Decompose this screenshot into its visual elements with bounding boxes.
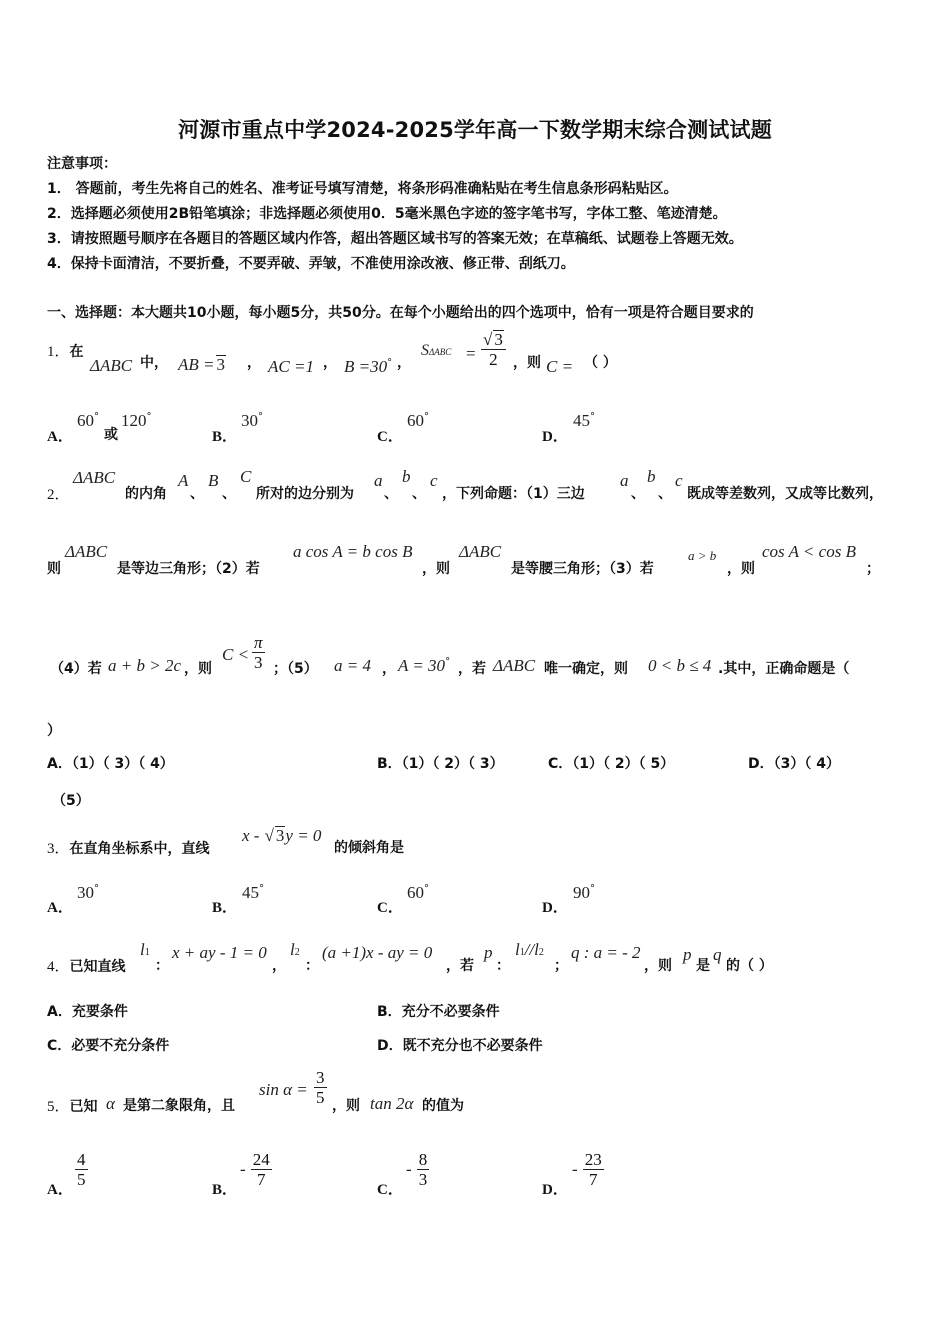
option-b-label: B． xyxy=(212,1182,238,1198)
text: ： xyxy=(496,958,510,974)
math: A = 30 xyxy=(398,656,446,675)
math: p xyxy=(484,943,493,962)
text: （4）若 xyxy=(50,661,102,677)
math xyxy=(402,467,411,487)
math xyxy=(259,1080,308,1100)
math xyxy=(683,945,692,965)
notice-heading: 注意事项： xyxy=(47,156,117,172)
text: 、 xyxy=(190,486,204,502)
numerator: 8 xyxy=(418,1150,428,1169)
math: tan 2α xyxy=(370,1094,414,1113)
numerator: 24 xyxy=(252,1150,270,1169)
math xyxy=(620,471,629,491)
math: 0 < b ≤ 4 xyxy=(648,656,712,675)
option-d-value: 45° xyxy=(573,411,595,430)
fraction-pi-over-3 xyxy=(252,633,265,672)
question-2 xyxy=(47,483,70,504)
math: c xyxy=(430,471,438,490)
math-b: B =30° xyxy=(344,357,393,376)
text: ；（5） xyxy=(273,661,318,677)
option-a-value: 60° xyxy=(77,411,99,430)
math: 60 xyxy=(77,411,94,430)
text: ， xyxy=(382,661,396,677)
math: //l xyxy=(524,940,539,959)
math-l2 xyxy=(290,940,300,960)
question-1 xyxy=(47,340,84,361)
text: ，则 xyxy=(332,1098,360,1114)
option-b-value: 45° xyxy=(242,883,264,902)
option-d: D．既不充分也不必要条件 xyxy=(377,1038,543,1054)
math: AC =1 xyxy=(268,357,314,376)
question-number: 2． xyxy=(47,487,70,503)
question-number: 4． xyxy=(47,959,70,975)
option-b-label: B． xyxy=(212,900,238,916)
denominator: 5 xyxy=(77,1170,86,1189)
text: 所对的边分别为 xyxy=(256,486,354,502)
text: .其中，正确命题是（ xyxy=(718,661,850,677)
question-number: 5． xyxy=(47,1099,70,1115)
numerator: 3 xyxy=(494,330,503,349)
math: 90 xyxy=(573,883,590,902)
text: 的（ ） xyxy=(726,958,773,974)
text: ； xyxy=(554,958,568,974)
notice-item-3: 3．请按照题号顺序在各题目的答题区域内作答，超出答题区域书写的答案无效；在草稿纸、试题卷上答题无效。 xyxy=(47,231,743,247)
option-b: B．（1）（ 2）（ 3） xyxy=(377,756,504,772)
text: 已知直线 xyxy=(69,959,126,975)
text: 已知 xyxy=(69,1099,98,1115)
math: ΔABC xyxy=(493,656,536,675)
text: 则 xyxy=(47,561,61,577)
math: p xyxy=(683,945,692,964)
option-d: D．（3）（ 4） xyxy=(748,756,840,772)
math-line: x - √ 3y = 0 xyxy=(242,826,322,845)
math xyxy=(293,542,412,562)
math: b xyxy=(402,467,411,486)
option-b-label: B． xyxy=(212,429,238,445)
text: （ ） xyxy=(584,355,617,371)
text: 、 xyxy=(412,486,426,502)
math: 30 xyxy=(241,411,258,430)
math-triangle xyxy=(90,356,132,376)
text: ，若 xyxy=(446,958,474,974)
text: 唯一确定，则 xyxy=(544,661,628,677)
text: 是等边三角形；（2）若 xyxy=(117,561,260,577)
text: 在直角坐标系中，直线 xyxy=(69,841,210,857)
notice-item-4: 4．保持卡面清洁，不要折叠，不要弄破、弄皱，不准使用涂改液、修正带、刮纸刀。 xyxy=(47,256,575,272)
question-3 xyxy=(47,837,210,858)
option-a-value: 30° xyxy=(77,883,99,902)
math xyxy=(178,471,188,491)
math: ΔABC xyxy=(90,356,133,375)
math: 60 xyxy=(407,411,424,430)
math: a + b > 2c xyxy=(108,656,181,675)
sign: - xyxy=(406,1159,412,1179)
numerator: 4 xyxy=(77,1150,86,1169)
math xyxy=(647,467,656,487)
radicand: 3 xyxy=(216,355,225,374)
math: B =30 xyxy=(344,357,388,376)
math: l xyxy=(515,940,520,959)
fraction-3-over-5 xyxy=(314,1068,327,1107)
math-triangle xyxy=(459,542,501,562)
option-c: C．（1）（ 2）（ 5） xyxy=(548,756,675,772)
math: AB = xyxy=(178,355,215,374)
sign: - xyxy=(240,1159,246,1179)
question-number: 3． xyxy=(47,841,70,857)
text: 既成等差数列，又成等比数列， xyxy=(687,486,883,502)
text: ，则 xyxy=(513,355,541,371)
option-a: A．（1）（ 3）（ 4） xyxy=(47,756,174,772)
math xyxy=(571,943,641,963)
page-title: 河源市重点中学2024-2025学年高一下数学期末综合测试试题 xyxy=(178,118,772,142)
option-a-value-2: 120° xyxy=(121,411,152,430)
subscript: 1 xyxy=(519,947,525,958)
math xyxy=(222,645,249,665)
subscript: 2 xyxy=(538,947,544,958)
denominator: 7 xyxy=(583,1169,604,1189)
math: ΔABC xyxy=(459,542,502,561)
math xyxy=(688,545,716,564)
math xyxy=(172,943,267,963)
option-c-value: 60° xyxy=(407,883,429,902)
math xyxy=(108,656,181,676)
math: B xyxy=(208,471,219,490)
option-a-label: A． xyxy=(47,900,73,916)
math-triangle xyxy=(65,542,107,562)
math-triangle xyxy=(493,656,535,676)
option-a-label: A． xyxy=(47,429,73,445)
option-c-label: C． xyxy=(377,900,403,916)
text: 是 xyxy=(696,958,710,974)
math-triangle xyxy=(73,468,115,488)
math: = xyxy=(466,344,476,363)
denominator: 3 xyxy=(252,652,265,672)
math: a xyxy=(374,471,383,490)
text: ： xyxy=(305,958,319,974)
math: l xyxy=(140,940,145,959)
text: 是第二象限角，且 xyxy=(123,1098,235,1114)
text: ， xyxy=(323,355,337,371)
text: 的内角 xyxy=(125,486,167,502)
denominator: 2 xyxy=(481,349,506,369)
math: C = xyxy=(546,357,574,376)
math: C < xyxy=(222,645,250,664)
math: 45 xyxy=(242,883,259,902)
math: a > b xyxy=(688,548,717,563)
option-a-value xyxy=(75,1150,88,1189)
math: x + ay - 1 = 0 xyxy=(172,943,267,962)
text: ） xyxy=(47,723,61,739)
text: 、 xyxy=(384,486,398,502)
text: 的倾斜角是 xyxy=(334,840,404,856)
math xyxy=(762,542,856,562)
math xyxy=(713,945,722,965)
text: 、 xyxy=(631,486,645,502)
option-c-value: 60° xyxy=(407,411,429,430)
math xyxy=(240,467,251,487)
fraction-sqrt3-over-2: $\frac{√ 3}{2}$ xyxy=(481,330,506,369)
math: a cos A = b cos B xyxy=(293,542,413,561)
math: A = 30° xyxy=(398,656,451,675)
math-parallel xyxy=(515,940,544,960)
math: 60 xyxy=(407,883,424,902)
math: ΔABC xyxy=(65,542,108,561)
option-b: B．充分不必要条件 xyxy=(377,1004,500,1020)
text: ， xyxy=(397,355,411,371)
notice-item-1: 1． 答题前，考生先将自己的姓名、准考证号填写清楚，将条形码准确粘贴在考生信息条形码粘贴区。 xyxy=(47,181,678,197)
math: (a +1)x - ay = 0 xyxy=(322,943,433,962)
option-c-value xyxy=(406,1150,429,1189)
option-c-label: C． xyxy=(377,1182,403,1198)
text: 中， xyxy=(140,355,168,371)
math: x - xyxy=(242,826,260,845)
numerator: π xyxy=(254,633,263,652)
numerator: 23 xyxy=(584,1150,602,1169)
radicand: 3 xyxy=(275,826,285,845)
math xyxy=(430,471,438,491)
numerator: 3 xyxy=(316,1068,325,1087)
text: ，下列命题：（1）三边 xyxy=(442,486,585,502)
math xyxy=(208,471,218,491)
text: ，则 xyxy=(184,661,212,677)
math-c xyxy=(546,357,573,377)
text: ，则 xyxy=(644,958,672,974)
math-l1 xyxy=(140,940,150,960)
option-c: C．必要不充分条件 xyxy=(47,1038,170,1054)
math xyxy=(334,656,371,676)
math: 30 xyxy=(77,883,94,902)
text: 、 xyxy=(222,486,236,502)
option-d-value xyxy=(572,1150,604,1189)
text: 是等腰三角形；（3）若 xyxy=(511,561,654,577)
option-c-label: C． xyxy=(377,429,403,445)
text: ，若 xyxy=(458,661,486,677)
option-d-label: D． xyxy=(542,429,568,445)
text: 的值为 xyxy=(422,1098,464,1114)
text: ， xyxy=(247,355,261,371)
option-b-value xyxy=(240,1150,272,1189)
math xyxy=(648,656,711,676)
math: 45 xyxy=(573,411,590,430)
math: y = 0 xyxy=(285,826,322,845)
math: a = 4 xyxy=(334,656,371,675)
math: q : a = - 2 xyxy=(571,943,641,962)
denominator: 5 xyxy=(316,1088,325,1107)
text: 、 xyxy=(658,486,672,502)
text: ； xyxy=(866,561,880,577)
question-4 xyxy=(47,955,126,976)
math xyxy=(675,471,683,491)
option-d-label: D． xyxy=(542,900,568,916)
text: ： xyxy=(155,958,169,974)
option-d-continued: （5） xyxy=(52,793,90,809)
option-a-label: A． xyxy=(47,1182,73,1198)
math xyxy=(370,1094,413,1114)
math: q xyxy=(713,945,722,964)
math-ac xyxy=(268,357,314,377)
math: α xyxy=(106,1094,115,1113)
math-sub: ΔABC xyxy=(429,347,452,357)
math: C xyxy=(240,467,252,486)
section-heading: 一、选择题：本大题共10小题，每小题5分，共50分。在每个小题给出的四个选项中，恰有一项是符合题目要求的 xyxy=(47,305,754,321)
subscript: 1 xyxy=(144,947,150,958)
math xyxy=(322,943,432,963)
math: sin α = xyxy=(259,1080,308,1099)
math xyxy=(484,943,493,963)
denominator: 3 xyxy=(418,1170,428,1189)
math xyxy=(106,1094,115,1114)
math-eq xyxy=(466,344,476,364)
question-number: 1． xyxy=(47,344,70,360)
math: ΔABC xyxy=(73,468,116,487)
text: 在 xyxy=(69,344,84,360)
math: S xyxy=(421,342,429,359)
math: 120 xyxy=(121,411,147,430)
option-d-label: D． xyxy=(542,1182,568,1198)
subscript: 2 xyxy=(294,947,300,958)
math xyxy=(374,471,383,491)
option-b-value: 30° xyxy=(241,411,263,430)
text: 或 xyxy=(104,427,118,443)
text: ，则 xyxy=(727,561,755,577)
notice-item-2: 2．选择题必须使用2B铅笔填涂；非选择题必须使用0．5毫米黑色字迹的签字笔书写，字体工整、笔迹清楚。 xyxy=(47,206,727,222)
math: A xyxy=(178,471,189,490)
option-d-value: 90° xyxy=(573,883,595,902)
question-5 xyxy=(47,1095,98,1116)
text: ， xyxy=(272,958,286,974)
math: a xyxy=(620,471,629,490)
math-area xyxy=(421,340,451,360)
math: l xyxy=(290,940,295,959)
math: cos A < cos B xyxy=(762,542,856,561)
math: c xyxy=(675,471,683,490)
math-ab xyxy=(178,355,226,375)
option-a: A．充要条件 xyxy=(47,1004,128,1020)
denominator: 7 xyxy=(251,1169,272,1189)
text: ，则 xyxy=(422,561,450,577)
math: b xyxy=(647,467,656,486)
sign: - xyxy=(572,1159,578,1179)
